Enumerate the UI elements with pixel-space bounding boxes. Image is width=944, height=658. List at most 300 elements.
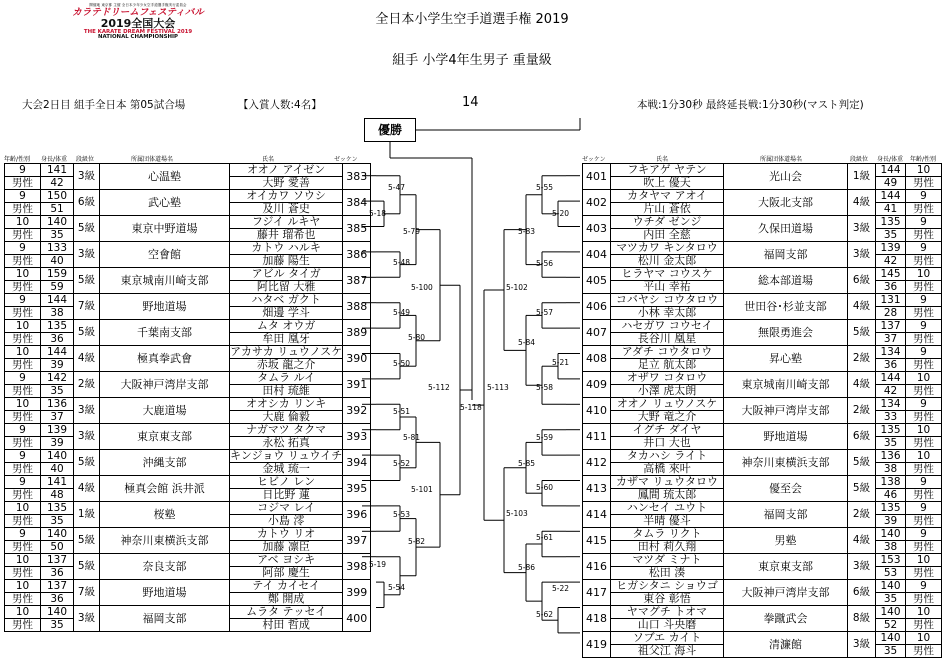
entry-dojo: 東京東支部 xyxy=(100,424,230,450)
entry-dojo: 大阪神戸湾岸支部 xyxy=(724,398,848,424)
entry-sex: 男性 xyxy=(5,437,41,450)
entry-zekken: 401 xyxy=(583,164,611,190)
match-number-label: 5-21 xyxy=(552,358,570,367)
entry-zekken: 415 xyxy=(583,528,611,554)
entry-dojo: 優至会 xyxy=(724,476,848,502)
entry-sex: 男性 xyxy=(906,385,942,398)
entry-weight: 39 xyxy=(41,359,74,372)
entry-name-kana: キンジョウ リュウイチ xyxy=(230,449,343,462)
entry-age: 9 xyxy=(906,294,942,307)
entry-weight: 51 xyxy=(41,203,74,216)
header-dojo: 所属団体道場名 xyxy=(131,156,174,163)
entry-height: 135 xyxy=(876,216,906,229)
match-number-label: 5-57 xyxy=(536,308,554,317)
entry-name-kana: ヤマグチ トオマ xyxy=(611,606,724,619)
entry-name-kana: オザワ コタロウ xyxy=(611,372,724,385)
entry-weight: 35 xyxy=(41,515,74,528)
match-number-label: 5-22 xyxy=(552,584,570,593)
entry-rank: 4級 xyxy=(848,372,876,398)
match-time-info: 本戦:1分30秒 最終延長戦:1分30秒(マスト判定) xyxy=(637,99,864,111)
entry-name: 鳳間 琉太郎 xyxy=(611,489,724,502)
entry-dojo: 空會館 xyxy=(100,242,230,268)
entry-rank: 5級 xyxy=(74,554,100,580)
entry-weight: 28 xyxy=(876,307,906,320)
entry-name: 平山 幸祐 xyxy=(611,281,724,294)
entry-name: 高橋 來叶 xyxy=(611,463,724,476)
entry-dojo: 沖縄支部 xyxy=(100,450,230,476)
entry-name-kana: コバヤシ コウタロウ xyxy=(611,294,724,307)
entry-age: 10 xyxy=(906,164,942,177)
entry-zekken: 386 xyxy=(343,242,371,268)
entry-age: 10 xyxy=(5,554,41,567)
entry-zekken: 417 xyxy=(583,580,611,606)
entry-sex: 男性 xyxy=(906,489,942,502)
entry-age: 9 xyxy=(5,372,41,385)
entry-rank: 6級 xyxy=(848,580,876,606)
entry-dojo: 大阪神戸湾岸支部 xyxy=(724,580,848,606)
entry-dojo: 総本部道場 xyxy=(724,268,848,294)
entry-rank: 5級 xyxy=(74,216,100,242)
entry-age: 9 xyxy=(5,190,41,203)
match-number-label: 5-54 xyxy=(388,583,406,592)
entry-age: 9 xyxy=(906,346,942,359)
entry-height: 144 xyxy=(41,294,74,307)
entry-rank: 3級 xyxy=(848,554,876,580)
entry-height: 138 xyxy=(876,476,906,489)
entry-weight: 50 xyxy=(41,541,74,554)
entry-rank: 8級 xyxy=(848,606,876,632)
entry-sex: 男性 xyxy=(906,203,942,216)
entry-age: 10 xyxy=(906,554,942,567)
entry-zekken: 411 xyxy=(583,424,611,450)
entry-height: 134 xyxy=(876,398,906,411)
entry-age: 9 xyxy=(5,242,41,255)
entry-zekken: 398 xyxy=(343,554,371,580)
entry-weight: 38 xyxy=(876,463,906,476)
entry-rank: 6級 xyxy=(74,190,100,216)
entry-zekken: 418 xyxy=(583,606,611,632)
entry-height: 136 xyxy=(876,450,906,463)
entry-weight: 46 xyxy=(876,489,906,502)
entry-sex: 男性 xyxy=(5,489,41,502)
entry-rank: 2級 xyxy=(74,372,100,398)
entry-zekken: 402 xyxy=(583,190,611,216)
logo-line4: NATIONAL CHAMPIONSHIP xyxy=(98,34,178,41)
entry-dojo: 心温塾 xyxy=(100,164,230,190)
entry-zekken: 392 xyxy=(343,398,371,424)
entry-weight: 37 xyxy=(41,411,74,424)
match-number-label: 5-85 xyxy=(518,459,536,468)
entry-name: 藤井 瑠希也 xyxy=(230,229,343,242)
entry-rank: 7級 xyxy=(74,580,100,606)
entry-name: 日比野 蓮 xyxy=(230,489,343,502)
entry-dojo: 大鹿道場 xyxy=(100,398,230,424)
entry-name: 牟田 凰牙 xyxy=(230,333,343,346)
entry-dojo: 千葉南支部 xyxy=(100,320,230,346)
header-name: 氏名 xyxy=(262,156,275,163)
match-number-label: 5-20 xyxy=(552,209,570,218)
entry-sex: 男性 xyxy=(906,593,942,606)
entry-weight: 42 xyxy=(876,385,906,398)
entry-age: 9 xyxy=(5,528,41,541)
entry-rank: 4級 xyxy=(848,190,876,216)
entry-zekken: 400 xyxy=(343,606,371,632)
entry-height: 135 xyxy=(41,320,74,333)
entry-name: 吹上 優天 xyxy=(611,177,724,190)
entry-sex: 男性 xyxy=(5,281,41,294)
entry-name: 大野 竜之介 xyxy=(611,411,724,424)
header-rank: 段級位 xyxy=(76,156,95,163)
match-number-label: 5-19 xyxy=(369,560,387,569)
entry-rank: 1級 xyxy=(74,502,100,528)
entry-rank: 3級 xyxy=(74,164,100,190)
entry-sex: 男性 xyxy=(5,333,41,346)
entry-name: 阿比留 大雅 xyxy=(230,281,343,294)
entry-name: 阿部 慶生 xyxy=(230,567,343,580)
entry-weight: 35 xyxy=(876,229,906,242)
entry-name: 及川 蒼史 xyxy=(230,203,343,216)
entry-weight: 33 xyxy=(876,411,906,424)
entry-weight: 35 xyxy=(41,619,74,632)
entry-height: 144 xyxy=(876,372,906,385)
entry-zekken: 383 xyxy=(343,164,371,190)
entry-name-kana: アビル タイガ xyxy=(230,268,343,281)
header-rank-right: 段級位 xyxy=(850,156,869,163)
entry-age: 9 xyxy=(5,294,41,307)
entry-name-kana: タムラ リクト xyxy=(611,528,724,541)
entry-name-kana: ムラタ テッセイ xyxy=(230,606,343,619)
entry-name-kana: ソブエ カイト xyxy=(611,632,724,645)
entry-age: 9 xyxy=(5,164,41,177)
entry-rank: 3級 xyxy=(74,398,100,424)
entry-name-kana: テイ カイセイ xyxy=(230,580,343,593)
entry-age: 10 xyxy=(5,502,41,515)
entry-zekken: 384 xyxy=(343,190,371,216)
match-number-label: 5-47 xyxy=(388,183,406,192)
header-zekken-right: ゼッケン xyxy=(582,156,606,163)
entry-age: 9 xyxy=(906,398,942,411)
entry-height: 133 xyxy=(41,242,74,255)
entry-weight: 49 xyxy=(876,177,906,190)
entry-weight: 36 xyxy=(876,281,906,294)
entry-name-kana: オオノ アイゼン xyxy=(230,164,343,177)
entry-weight: 36 xyxy=(876,359,906,372)
match-number-label: 5-79 xyxy=(403,227,421,236)
entry-age: 9 xyxy=(906,528,942,541)
entry-name-kana: ハセガワ コウセイ xyxy=(611,320,724,333)
entry-weight: 39 xyxy=(41,437,74,450)
entry-name: 山口 斗央磨 xyxy=(611,619,724,632)
entry-age: 10 xyxy=(906,450,942,463)
match-number-label: 5-80 xyxy=(408,333,426,342)
entry-rank: 3級 xyxy=(74,606,100,632)
entry-height: 142 xyxy=(41,372,74,385)
page-subtitle: 組手 小学4年生男子 重量級 xyxy=(392,53,552,68)
entry-height: 150 xyxy=(41,190,74,203)
match-number-label: 5-86 xyxy=(518,563,536,572)
entry-name: 赤坂 龍之介 xyxy=(230,359,343,372)
entry-dojo: 東京城南川崎支部 xyxy=(724,372,848,398)
entry-name-kana: カタヤマ アオイ xyxy=(611,190,724,203)
entry-dojo: 清濂館 xyxy=(724,632,848,658)
entry-age: 10 xyxy=(5,216,41,229)
entry-age: 9 xyxy=(5,476,41,489)
entry-name: 松川 金太郎 xyxy=(611,255,724,268)
entry-height: 131 xyxy=(876,294,906,307)
entry-sex: 男性 xyxy=(906,619,942,632)
entry-sex: 男性 xyxy=(906,411,942,424)
entry-age: 9 xyxy=(906,476,942,489)
entry-age: 10 xyxy=(5,346,41,359)
entry-weight: 36 xyxy=(41,593,74,606)
entry-name: 長谷川 凰星 xyxy=(611,333,724,346)
entry-zekken: 419 xyxy=(583,632,611,658)
entry-height: 140 xyxy=(41,606,74,619)
entry-age: 10 xyxy=(906,606,942,619)
entry-rank: 5級 xyxy=(74,320,100,346)
entry-name-kana: コジマ レイ xyxy=(230,502,343,515)
entry-name-kana: タカハシ ライト xyxy=(611,450,724,463)
entry-weight: 52 xyxy=(876,619,906,632)
entry-name: 大野 愛善 xyxy=(230,177,343,190)
header-name-right: 氏名 xyxy=(656,156,669,163)
entry-height: 141 xyxy=(41,164,74,177)
entry-sex: 男性 xyxy=(906,229,942,242)
entry-dojo: 桜塾 xyxy=(100,502,230,528)
entry-sex: 男性 xyxy=(906,541,942,554)
header-zekken: ゼッケン xyxy=(334,156,358,163)
entry-age: 9 xyxy=(906,320,942,333)
entry-sex: 男性 xyxy=(906,463,942,476)
entry-sex: 男性 xyxy=(5,567,41,580)
entry-weight: 35 xyxy=(876,645,906,658)
entry-dojo: 久保田道場 xyxy=(724,216,848,242)
entry-dojo: 大阪北支部 xyxy=(724,190,848,216)
entry-name: 片山 蒼依 xyxy=(611,203,724,216)
entry-zekken: 404 xyxy=(583,242,611,268)
entry-sex: 男性 xyxy=(906,359,942,372)
match-number-label: 5-56 xyxy=(536,259,554,268)
entry-name: 金城 琉一 xyxy=(230,463,343,476)
entry-age: 10 xyxy=(906,424,942,437)
entry-name: 加藤 陽生 xyxy=(230,255,343,268)
header-age-sex: 年齢/性別 xyxy=(4,156,31,163)
entry-rank: 6級 xyxy=(848,424,876,450)
entry-name-kana: オオシカ リンキ xyxy=(230,398,343,411)
entry-zekken: 397 xyxy=(343,528,371,554)
entry-name-kana: フキアゲ ヤテン xyxy=(611,164,724,177)
bracket-number: 14 xyxy=(462,95,479,110)
page-title: 全日本小学生空手道選手権 2019 xyxy=(375,12,569,27)
entry-sex: 男性 xyxy=(5,203,41,216)
entry-name-kana: オイカワ ソウシ xyxy=(230,190,343,203)
entry-name: 鄭 開成 xyxy=(230,593,343,606)
entry-sex: 男性 xyxy=(906,333,942,346)
entry-weight: 59 xyxy=(41,281,74,294)
entry-dojo: 昇心塾 xyxy=(724,346,848,372)
entry-name-kana: タムラ ルイ xyxy=(230,372,343,385)
entry-dojo: 福岡支部 xyxy=(724,502,848,528)
entry-height: 153 xyxy=(876,554,906,567)
entry-age: 10 xyxy=(906,268,942,281)
entry-sex: 男性 xyxy=(5,307,41,320)
entry-height: 139 xyxy=(41,424,74,437)
entry-height: 139 xyxy=(876,242,906,255)
entry-dojo: 東京中野道場 xyxy=(100,216,230,242)
entry-name: 小島 澪 xyxy=(230,515,343,528)
entry-height: 144 xyxy=(876,190,906,203)
match-number-label: 5-101 xyxy=(411,485,433,494)
entry-height: 140 xyxy=(876,580,906,593)
entry-sex: 男性 xyxy=(5,229,41,242)
match-number-label: 5-100 xyxy=(411,283,433,292)
entry-zekken: 385 xyxy=(343,216,371,242)
match-number-label: 5-49 xyxy=(393,308,411,317)
entry-height: 140 xyxy=(876,528,906,541)
entry-rank: 5級 xyxy=(74,450,100,476)
entry-rank: 2級 xyxy=(848,346,876,372)
entry-height: 140 xyxy=(876,606,906,619)
entry-sex: 男性 xyxy=(5,411,41,424)
entry-age: 10 xyxy=(5,320,41,333)
match-number-label: 5-61 xyxy=(536,533,554,542)
entry-weight: 35 xyxy=(41,229,74,242)
entry-weight: 40 xyxy=(41,463,74,476)
entry-sex: 男性 xyxy=(906,255,942,268)
entry-height: 137 xyxy=(876,320,906,333)
entry-zekken: 416 xyxy=(583,554,611,580)
match-number-label: 5-82 xyxy=(408,537,426,546)
entry-dojo: 野地道場 xyxy=(724,424,848,450)
entry-age: 9 xyxy=(906,216,942,229)
entry-weight: 41 xyxy=(876,203,906,216)
entry-height: 144 xyxy=(41,346,74,359)
entry-height: 140 xyxy=(41,450,74,463)
entry-zekken: 396 xyxy=(343,502,371,528)
entry-height: 144 xyxy=(876,164,906,177)
entry-zekken: 390 xyxy=(343,346,371,372)
header-age-sex-right: 年齢/性別 xyxy=(910,156,937,163)
entry-age: 9 xyxy=(906,242,942,255)
entry-dojo: 神奈川東横浜支部 xyxy=(100,528,230,554)
entry-rank: 5級 xyxy=(848,476,876,502)
entry-dojo: 極真拳武會 xyxy=(100,346,230,372)
entry-zekken: 406 xyxy=(583,294,611,320)
entry-zekken: 405 xyxy=(583,268,611,294)
entry-rank: 5級 xyxy=(74,528,100,554)
entry-zekken: 388 xyxy=(343,294,371,320)
entry-height: 137 xyxy=(41,554,74,567)
entry-dojo: 神奈川東横浜支部 xyxy=(724,450,848,476)
match-number-label: 5-50 xyxy=(393,359,411,368)
entry-name: 東谷 彰悟 xyxy=(611,593,724,606)
entry-sex: 男性 xyxy=(5,177,41,190)
entry-dojo: 光山会 xyxy=(724,164,848,190)
logo-line3: THE KARATE DREAM FESTIVAL 2019 xyxy=(83,29,193,35)
match-number-label: 5-113 xyxy=(487,383,509,392)
entry-dojo: 極真会館 浜井派 xyxy=(100,476,230,502)
match-number-label: 5-53 xyxy=(393,510,411,519)
match-number-label: 5-55 xyxy=(536,183,554,192)
entry-name-kana: カトウ リオ xyxy=(230,528,343,541)
entry-weight: 42 xyxy=(41,177,74,190)
entry-dojo: 福岡支部 xyxy=(724,242,848,268)
entry-age: 10 xyxy=(906,372,942,385)
entry-age: 9 xyxy=(906,190,942,203)
entry-weight: 37 xyxy=(876,333,906,346)
entry-rank: 5級 xyxy=(74,268,100,294)
entry-zekken: 403 xyxy=(583,216,611,242)
entry-weight: 38 xyxy=(41,307,74,320)
entry-sex: 男性 xyxy=(906,515,942,528)
entry-rank: 3級 xyxy=(74,242,100,268)
entry-sex: 男性 xyxy=(5,619,41,632)
entry-dojo: 大阪神戸湾岸支部 xyxy=(100,372,230,398)
entry-zekken: 407 xyxy=(583,320,611,346)
match-number-label: 5-58 xyxy=(536,383,554,392)
entry-sex: 男性 xyxy=(5,541,41,554)
entry-height: 134 xyxy=(876,346,906,359)
entry-rank: 5級 xyxy=(848,320,876,346)
entry-rank: 1級 xyxy=(848,164,876,190)
entry-weight: 42 xyxy=(876,255,906,268)
entry-dojo: 東京城南川崎支部 xyxy=(100,268,230,294)
entry-name-kana: マツカワ キンタロウ xyxy=(611,242,724,255)
entry-height: 141 xyxy=(41,476,74,489)
entry-zekken: 413 xyxy=(583,476,611,502)
match-day-info: 大会2日目 組手全日本 第05試合場 xyxy=(22,99,186,111)
entry-weight: 35 xyxy=(876,437,906,450)
entry-name: 田村 琉維 xyxy=(230,385,343,398)
entry-name: 村田 哲成 xyxy=(230,619,343,632)
entry-age: 10 xyxy=(5,606,41,619)
entry-rank: 6級 xyxy=(848,268,876,294)
entry-sex: 男性 xyxy=(5,463,41,476)
entry-zekken: 399 xyxy=(343,580,371,606)
entry-sex: 男性 xyxy=(906,177,942,190)
entry-rank: 2級 xyxy=(848,398,876,424)
entry-age: 9 xyxy=(906,502,942,515)
entry-weight: 36 xyxy=(41,333,74,346)
entry-name-kana: ヒガシタニ ショウゴ xyxy=(611,580,724,593)
header-height-weight-right: 身長/体重 xyxy=(877,156,904,163)
entry-rank: 4級 xyxy=(848,528,876,554)
entry-zekken: 412 xyxy=(583,450,611,476)
match-number-label: 5-51 xyxy=(393,407,411,416)
entry-rank: 3級 xyxy=(848,216,876,242)
entry-rank: 4級 xyxy=(74,476,100,502)
entry-rank: 5級 xyxy=(848,450,876,476)
match-number-label: 5-60 xyxy=(536,483,554,492)
entry-age: 10 xyxy=(906,632,942,645)
entry-age: 10 xyxy=(5,398,41,411)
entry-rank: 7級 xyxy=(74,294,100,320)
header-height-weight: 身長/体重 xyxy=(41,156,68,163)
entry-age: 9 xyxy=(5,450,41,463)
entry-age: 9 xyxy=(5,424,41,437)
entry-rank: 4級 xyxy=(74,346,100,372)
entry-weight: 35 xyxy=(41,385,74,398)
entry-rank: 3級 xyxy=(848,242,876,268)
entry-name: 大鹿 倫毅 xyxy=(230,411,343,424)
entry-height: 140 xyxy=(41,528,74,541)
entry-weight: 48 xyxy=(41,489,74,502)
entry-zekken: 409 xyxy=(583,372,611,398)
entry-name: 祖父江 海斗 xyxy=(611,645,724,658)
entry-sex: 男性 xyxy=(906,567,942,580)
entry-weight: 35 xyxy=(876,593,906,606)
entry-zekken: 391 xyxy=(343,372,371,398)
